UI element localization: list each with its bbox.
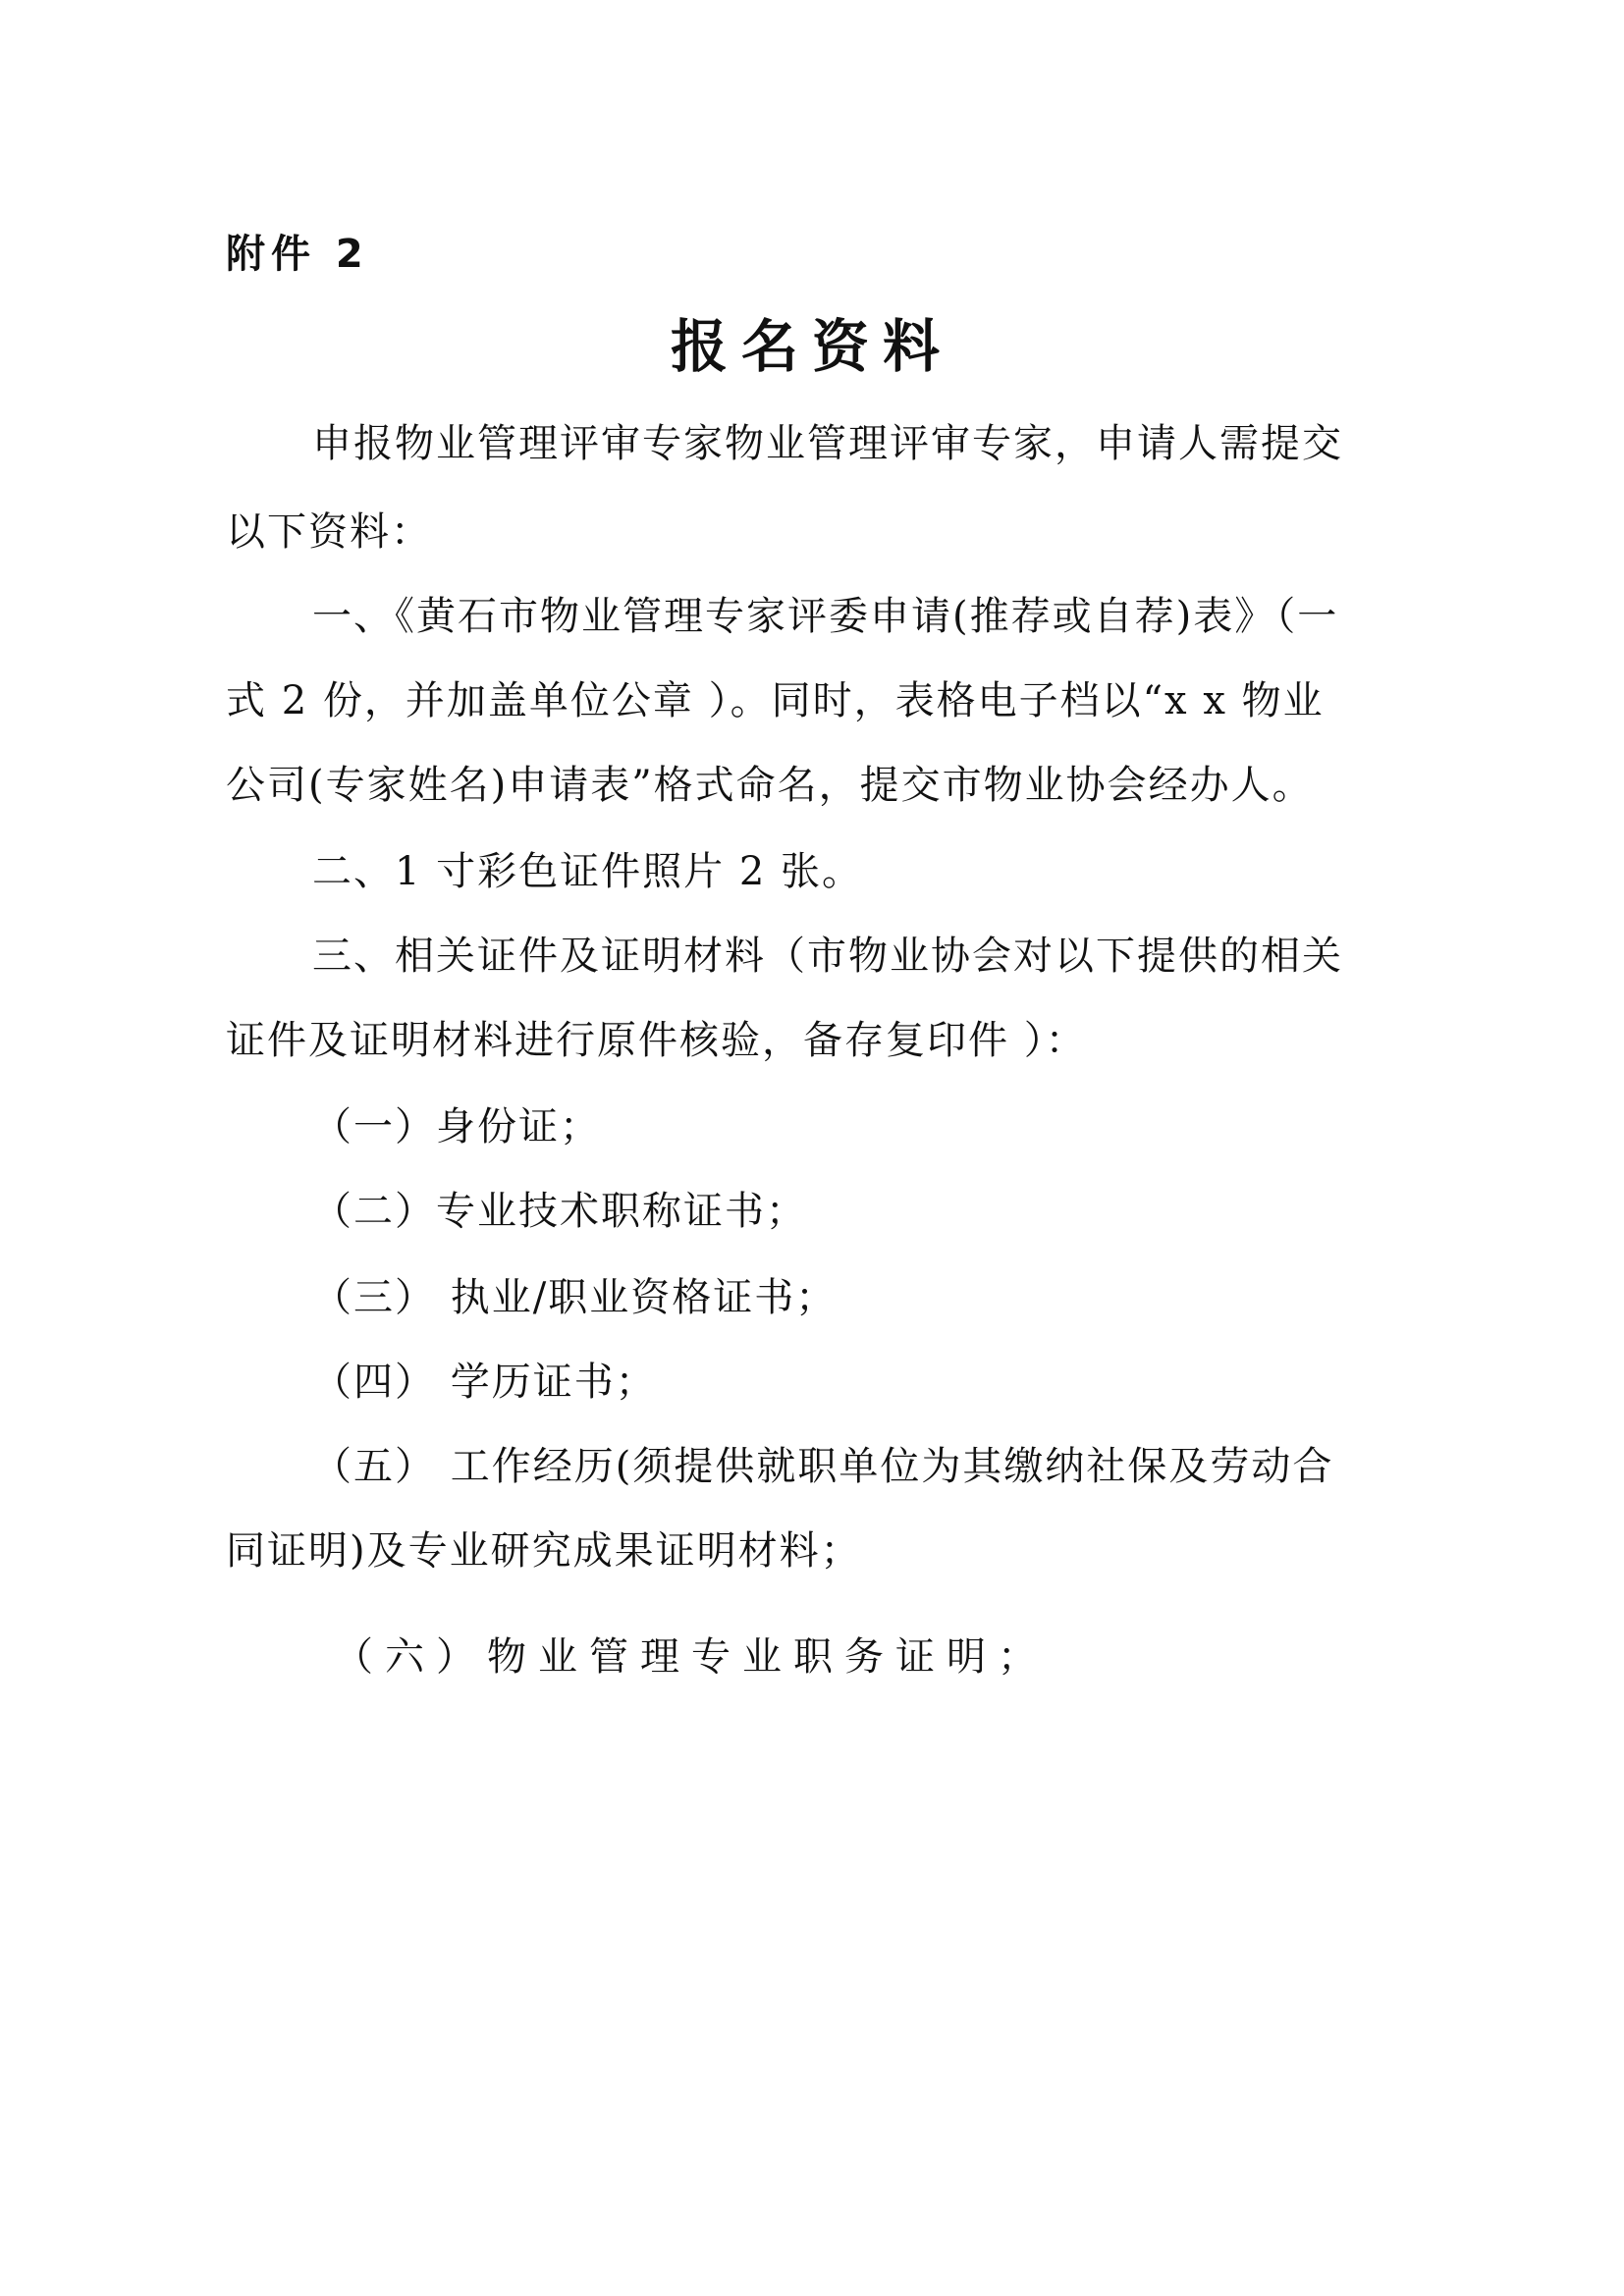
intro-line-2: 以下资料：: [226, 509, 432, 555]
attachment-label: 附件 2: [226, 232, 369, 277]
item-2: 二、1 寸彩色证件照片 2 张。: [312, 849, 864, 894]
sub-item-5-line-1: （五） 工作经历(须提供就职单位为其缴纳社保及劳动合: [312, 1444, 1334, 1489]
item-1-line-1: 一、《黄石市物业管理专家评委申请(推荐或自荐)表》（一: [312, 594, 1339, 639]
item-3-line-1: 三、相关证件及证明材料（市物业协会对以下提供的相关: [312, 934, 1343, 979]
sub-item-4: （四） 学历证书；: [312, 1360, 657, 1405]
item-3-line-2: 证件及证明材料进行原件核验，备存复印件 ）：: [226, 1018, 1087, 1063]
item-1-line-2: 式 2 份，并加盖单位公章 ）。同时，表格电子档以“x x 物业: [226, 678, 1325, 723]
sub-item-1: （一）身份证；: [312, 1104, 601, 1149]
sub-item-5-line-2: 同证明)及专业研究成果证明材料；: [226, 1528, 862, 1574]
sub-item-3: （三） 执业/职业资格证书；: [312, 1275, 838, 1320]
sub-item-6: （六）物业管理专业职务证明；: [334, 1634, 1049, 1680]
page-title: 报名资料: [670, 313, 953, 380]
item-1-line-3: 公司(专家姓名)申请表”格式命名，提交市物业协会经办人。: [226, 763, 1314, 808]
intro-line-1: 申报物业管理评审专家物业管理评审专家，申请人需提交: [312, 421, 1343, 466]
sub-item-2: （二）专业技术职称证书；: [312, 1189, 807, 1234]
